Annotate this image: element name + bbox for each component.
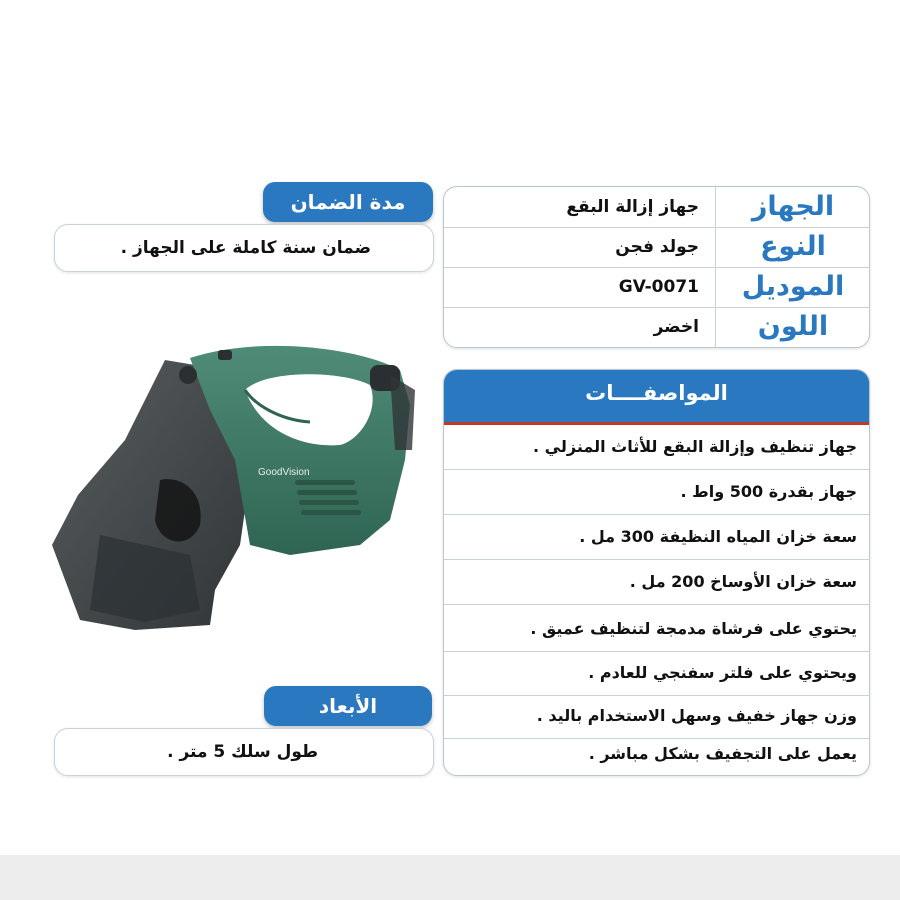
spec-item-text: جهاز بقدرة 500 واط . [680, 482, 857, 501]
info-value: جهاز إزالة البقع [566, 197, 699, 217]
spec-item-text: ويحتوي على فلتر سفنجي للعادم . [588, 663, 857, 682]
info-divider [715, 227, 716, 267]
spec-item [444, 515, 869, 560]
info-divider [715, 187, 716, 227]
spec-item-text: وزن جهاز خفيف وسهل الاستخدام باليد . [536, 706, 857, 725]
warranty-text: ضمان سنة كاملة على الجهاز . [120, 238, 371, 258]
dimensions-title-text: الأبعاد [318, 694, 378, 718]
info-row-color [444, 307, 869, 347]
info-divider [715, 267, 716, 307]
spec-item-text: سعة خزان الأوساخ 200 مل . [629, 572, 857, 591]
spec-item-text: جهاز تنظيف وإزالة البقع للأثاث المنزلي . [533, 437, 857, 456]
specs-title: المواصفــــات [444, 370, 869, 425]
info-row-type [444, 227, 869, 268]
info-key: الموديل [741, 271, 845, 302]
dimensions-text: طول سلك 5 متر . [167, 742, 318, 762]
info-value: GV-0071 [618, 277, 699, 297]
footer-band [0, 855, 900, 900]
spec-item-text: يحتوي على فرشاة مدمجة لتنظيف عميق . [530, 619, 857, 638]
specs-box [443, 369, 870, 776]
info-row-device [444, 187, 869, 228]
spec-item [444, 607, 869, 652]
warranty-box [54, 224, 434, 272]
info-value: اخضر [653, 317, 699, 337]
info-key: النوع [760, 231, 826, 262]
spec-item [444, 470, 869, 515]
info-table [443, 186, 870, 348]
spec-item [444, 651, 869, 696]
spec-item-text: يعمل على التجفيف بشكل مباشر . [588, 744, 857, 763]
dimensions-box [54, 728, 434, 776]
info-value: جولد فجن [615, 237, 699, 257]
spec-item [444, 425, 869, 470]
handheld-vacuum-image [40, 330, 440, 650]
spec-item [444, 732, 869, 776]
info-row-model [444, 267, 869, 308]
info-key: اللون [757, 311, 829, 342]
warranty-title [263, 182, 433, 222]
warranty-title-text: مدة الضمان [290, 190, 406, 214]
info-divider [715, 307, 716, 347]
dimensions-title [264, 686, 432, 726]
spec-item-text: سعة خزان المياه النظيفة 300 مل . [579, 527, 857, 546]
spec-item [444, 560, 869, 605]
brand-logo: GoodVision [258, 467, 310, 478]
info-key: الجهاز [751, 191, 835, 222]
